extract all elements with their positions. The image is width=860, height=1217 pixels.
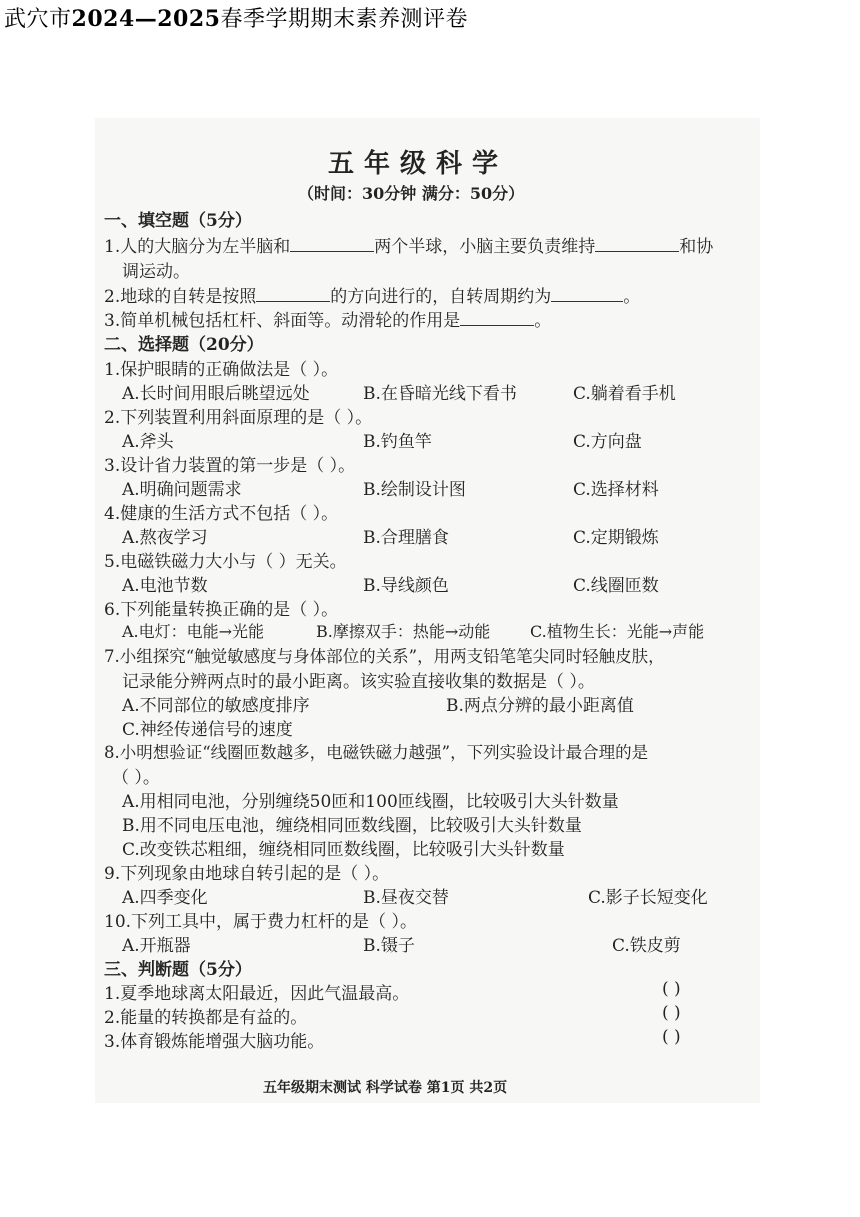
exam-subtitle: （时间：30分钟 满分：50分） — [298, 184, 525, 203]
choice-q7-stem-line1: 7.小组探究“触觉敏感度与身体部位的关系”，用两支铅笔笔尖同时轻触皮肤， — [104, 647, 665, 666]
fill-q3 — [104, 306, 551, 331]
fill-q2-text-c: 。 — [623, 287, 641, 307]
header-suffix: 春季学期期末素养测评卷 — [220, 7, 468, 32]
choice-q2-stem: 2.下列装置利用斜面原理的是（ ）。 — [104, 408, 373, 428]
choice-q9-option-a: A.四季变化 — [122, 888, 208, 908]
choice-q10-option-b: B.镊子 — [363, 936, 415, 956]
fill-q2-blank-2 — [551, 287, 623, 302]
document-header — [4, 2, 468, 33]
choice-q8-stem-line2: （ ）。 — [112, 768, 160, 788]
fill-q3-blank — [460, 311, 534, 326]
choice-q8-option-a: A.用相同电池，分别缠绕50匝和100匝线圈，比较吸引大头针数量 — [122, 792, 619, 812]
fill-q1-line1 — [104, 232, 713, 257]
fill-q2-text-b: 的方向进行的，自转周期约为 — [330, 287, 552, 307]
choice-q3-option-b: B.绘制设计图 — [363, 480, 466, 500]
choice-q1-option-c: C.躺着看手机 — [573, 384, 676, 404]
judge-q2-answer-bracket: ( ) — [662, 1003, 681, 1023]
section-judge-heading: 三、判断题（5分） — [104, 960, 252, 980]
choice-q3-stem: 3.设计省力装置的第一步是（ ）。 — [104, 456, 356, 476]
judge-q1-answer-bracket: ( ) — [662, 979, 681, 999]
choice-q10-option-a: A.开瓶器 — [122, 936, 191, 956]
fill-q1-line2: 调运动。 — [122, 262, 190, 282]
choice-q2-option-b: B.钓鱼竿 — [363, 432, 432, 452]
fill-q3-text-b: 。 — [534, 311, 552, 331]
choice-q8-option-b: B.用不同电压电池，缠绕相同匝数线圈，比较吸引大头针数量 — [122, 816, 582, 836]
judge-q3-answer-bracket: ( ) — [662, 1027, 681, 1047]
choice-q10-option-c: C.铁皮剪 — [612, 936, 681, 956]
choice-q5-option-c: C.线圈匝数 — [573, 576, 659, 596]
choice-q3-option-c: C.选择材料 — [573, 480, 659, 500]
choice-q8-stem-line1: 8.小明想验证“线圈匝数越多，电磁铁磁力越强”，下列实验设计最合理的是 — [104, 743, 649, 762]
choice-q4-stem: 4.健康的生活方式不包括（ ）。 — [104, 504, 339, 524]
choice-q9-option-b: B.昼夜交替 — [363, 888, 449, 908]
judge-q1: 1.夏季地球离太阳最近，因此气温最高。 — [104, 984, 410, 1004]
section-choice-heading: 二、选择题（20分） — [104, 335, 264, 355]
choice-q7-option-b: B.两点分辨的最小距离值 — [446, 696, 634, 716]
fill-q1-text-c: 和协 — [679, 237, 714, 257]
choice-q6-stem: 6.下列能量转换正确的是（ ）。 — [104, 600, 339, 620]
fill-q3-text-a: 3.简单机械包括杠杆、斜面等。动滑轮的作用是 — [104, 311, 461, 331]
choice-q7-option-a: A.不同部位的敏感度排序 — [122, 696, 310, 716]
fill-q2-text-a: 2.地球的自转是按照 — [104, 287, 257, 307]
fill-q1-text-b: 两个半球，小脑主要负责维持 — [374, 237, 596, 257]
choice-q9-option-c: C.影子长短变化 — [588, 888, 708, 908]
choice-q6-option-b: B.摩擦双手：热能→动能 — [316, 622, 491, 641]
choice-q8-option-c: C.改变铁芯粗细，缠绕相同匝数线圈，比较吸引大头针数量 — [122, 840, 565, 860]
fill-q1-blank-2 — [595, 237, 679, 252]
choice-q7-option-c: C.神经传递信号的速度 — [122, 720, 293, 740]
choice-q6-option-a: A.电灯：电能→光能 — [122, 622, 265, 641]
choice-q3-option-a: A.明确问题需求 — [122, 480, 242, 500]
header-city: 武穴市 — [4, 7, 72, 32]
fill-q2 — [104, 282, 640, 307]
judge-q3: 3.体育锻炼能增强大脑功能。 — [104, 1032, 325, 1052]
fill-q1-text-a: 1.人的大脑分为左半脑和 — [104, 237, 291, 257]
choice-q2-option-a: A.斧头 — [122, 432, 174, 452]
choice-q5-stem: 5.电磁铁磁力大小与（ ）无关。 — [104, 552, 347, 572]
choice-q4-option-b: B.合理膳食 — [363, 528, 449, 548]
choice-q10-stem: 10.下列工具中，属于费力杠杆的是（ ）。 — [104, 912, 417, 932]
section-fill-heading: 一、填空题（5分） — [104, 211, 252, 231]
choice-q4-option-c: C.定期锻炼 — [573, 528, 659, 548]
choice-q9-stem: 9.下列现象由地球自转引起的是（ ）。 — [104, 864, 390, 884]
fill-q2-blank-1 — [256, 287, 330, 302]
fill-q1-blank-1 — [290, 237, 374, 252]
choice-q5-option-a: A.电池节数 — [122, 576, 208, 596]
choice-q2-option-c: C.方向盘 — [573, 432, 642, 452]
header-years: 2024—2025 — [71, 6, 221, 32]
page-footer: 五年级期末测试 科学试卷 第1页 共2页 — [263, 1080, 508, 1096]
choice-q1-option-b: B.在昏暗光线下看书 — [363, 384, 517, 404]
judge-q2: 2.能量的转换都是有益的。 — [104, 1008, 308, 1028]
exam-title: 五年级科学 — [328, 149, 509, 179]
choice-q1-option-a: A.长时间用眼后眺望远处 — [122, 384, 310, 404]
choice-q1-stem: 1.保护眼睛的正确做法是（ ）。 — [104, 360, 339, 380]
choice-q7-stem-line2: 记录能分辨两点时的最小距离。该实验直接收集的数据是（ ）。 — [122, 672, 595, 692]
choice-q5-option-b: B.导线颜色 — [363, 576, 449, 596]
choice-q4-option-a: A.熬夜学习 — [122, 528, 208, 548]
choice-q6-option-c: C.植物生长：光能→声能 — [530, 622, 705, 641]
